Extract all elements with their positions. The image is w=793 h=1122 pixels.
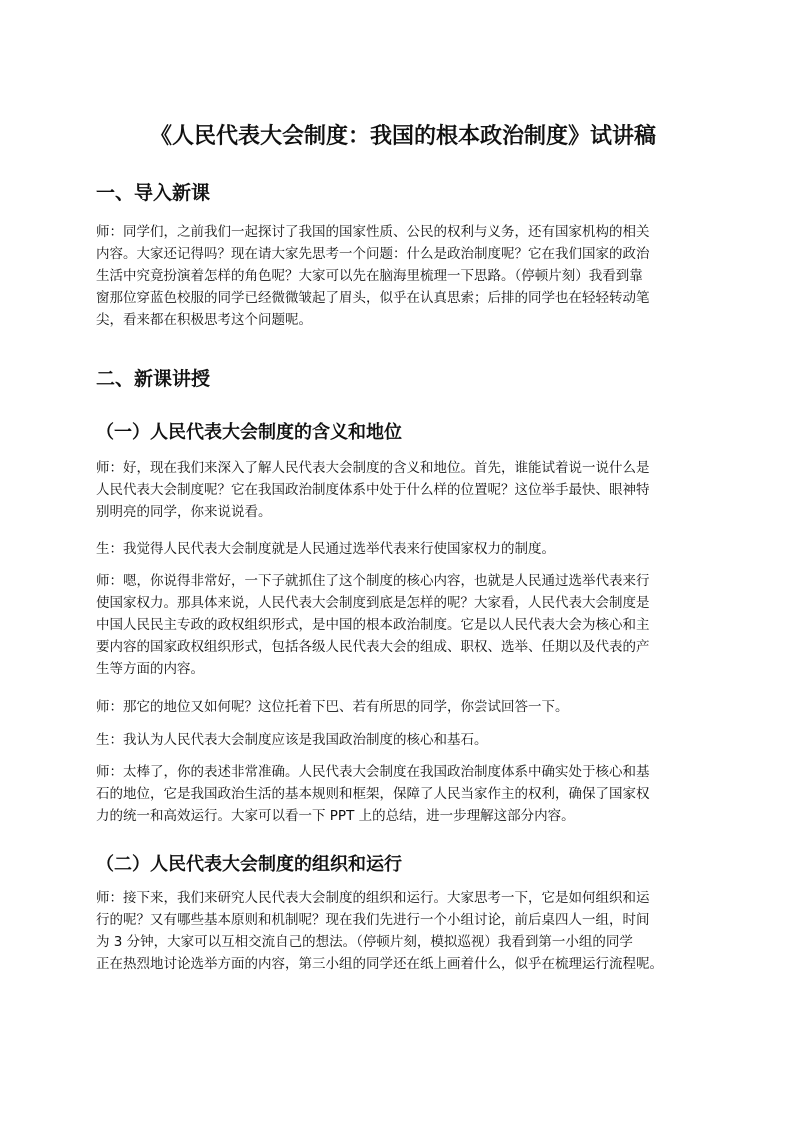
text-line: 生：我觉得人民代表大会制度就是人民通过选举代表来行使国家权力的制度。 xyxy=(96,541,555,557)
text-line: 师：好，现在我们来深入了解人民代表大会制度的含义和地位。首先，谁能试着说一说什么是 xyxy=(96,460,650,476)
text-line: 尖，看来都在积极思考这个问题呢。 xyxy=(96,312,312,328)
meaning-paragraph-3 xyxy=(96,570,710,680)
text-line: 师：接下来，我们来研究人民代表大会制度的组织和运行。大家思考一下，它是如何组织和运 xyxy=(96,890,650,906)
text-line: 内容。大家还记得吗？现在请大家先思考一个问题：什么是政治制度呢？它在我们国家的政治 xyxy=(96,246,650,262)
subsection-heading-organization: （二）人民代表大会制度的组织和运行 xyxy=(96,854,402,875)
subsection-heading-meaning: （一）人民代表大会制度的含义和地位 xyxy=(96,422,402,443)
text-line: 石的地位，它是我国政治生活的基本规则和框架，保障了人民当家作主的权利，确保了国家权 xyxy=(96,786,650,802)
text-line: 别明亮的同学，你来说说看。 xyxy=(96,504,272,520)
text-line: 生：我认为人民代表大会制度应该是我国政治制度的核心和基石。 xyxy=(96,732,488,748)
intro-paragraph xyxy=(96,221,710,331)
meaning-paragraph-2 xyxy=(96,538,710,560)
document-title: 《人民代表大会制度：我国的根本政治制度》试讲稿 xyxy=(149,124,656,149)
text-line: 师：嗯，你说得非常好，一下子就抓住了这个制度的核心内容，也就是人民通过选举代表来行 xyxy=(96,573,650,589)
text-line: 行的呢？又有哪些基本原则和机制呢？现在我们先进行一个小组讨论，前后桌四人一组，时间 xyxy=(96,912,650,928)
text-line: 人民代表大会制度呢？它在我国政治制度体系中处于什么样的位置呢？这位举手最快、眼神特 xyxy=(96,482,650,498)
organization-paragraph-1 xyxy=(96,887,710,975)
text-line: 力的统一和高效运行。大家可以看一下 PPT 上的总结，进一步理解这部分内容。 xyxy=(96,808,575,824)
text-line: 正在热烈地讨论选举方面的内容，第三小组的同学还在纸上画着什么，似乎在梳理运行流程呢。 xyxy=(96,956,663,972)
text-line: 窗那位穿蓝色校服的同学已经微微皱起了眉头，似乎在认真思索；后排的同学也在轻轻转动笔 xyxy=(96,290,650,306)
section-heading-lecture: 二、新课讲授 xyxy=(96,368,211,390)
text-line: 生活中究竟扮演着怎样的角色呢？大家可以先在脑海里梳理一下思路。（停顿片刻）我看到靠 xyxy=(96,268,643,284)
meaning-paragraph-4 xyxy=(96,696,710,718)
text-line: 师：太棒了，你的表述非常准确。人民代表大会制度在我国政治制度体系中确实处于核心和基 xyxy=(96,764,650,780)
text-line: 要内容的国家政权组织形式，包括各级人民代表大会的组成、职权、选举、任期以及代表的产 xyxy=(96,639,650,655)
text-line: 为 3 分钟，大家可以互相交流自己的想法。（停顿片刻，模拟巡视）我看到第一小组的同学 xyxy=(96,934,633,950)
text-line: 师：同学们，之前我们一起探讨了我国的国家性质、公民的权利与义务，还有国家机构的相关 xyxy=(96,224,650,240)
section-heading-intro: 一、导入新课 xyxy=(96,182,211,204)
meaning-paragraph-1 xyxy=(96,457,710,523)
text-line: 师：那它的地位又如何呢？这位托着下巴、若有所思的同学，你尝试回答一下。 xyxy=(96,699,569,715)
text-line: 中国人民民主专政的政权组织形式，是中国的根本政治制度。它是以人民代表大会为核心和主 xyxy=(96,617,650,633)
meaning-paragraph-5 xyxy=(96,729,710,751)
text-line: 使国家权力。那具体来说，人民代表大会制度到底是怎样的呢？大家看，人民代表大会制度是 xyxy=(96,595,650,611)
meaning-paragraph-6 xyxy=(96,761,710,827)
text-line: 生等方面的内容。 xyxy=(96,661,204,677)
